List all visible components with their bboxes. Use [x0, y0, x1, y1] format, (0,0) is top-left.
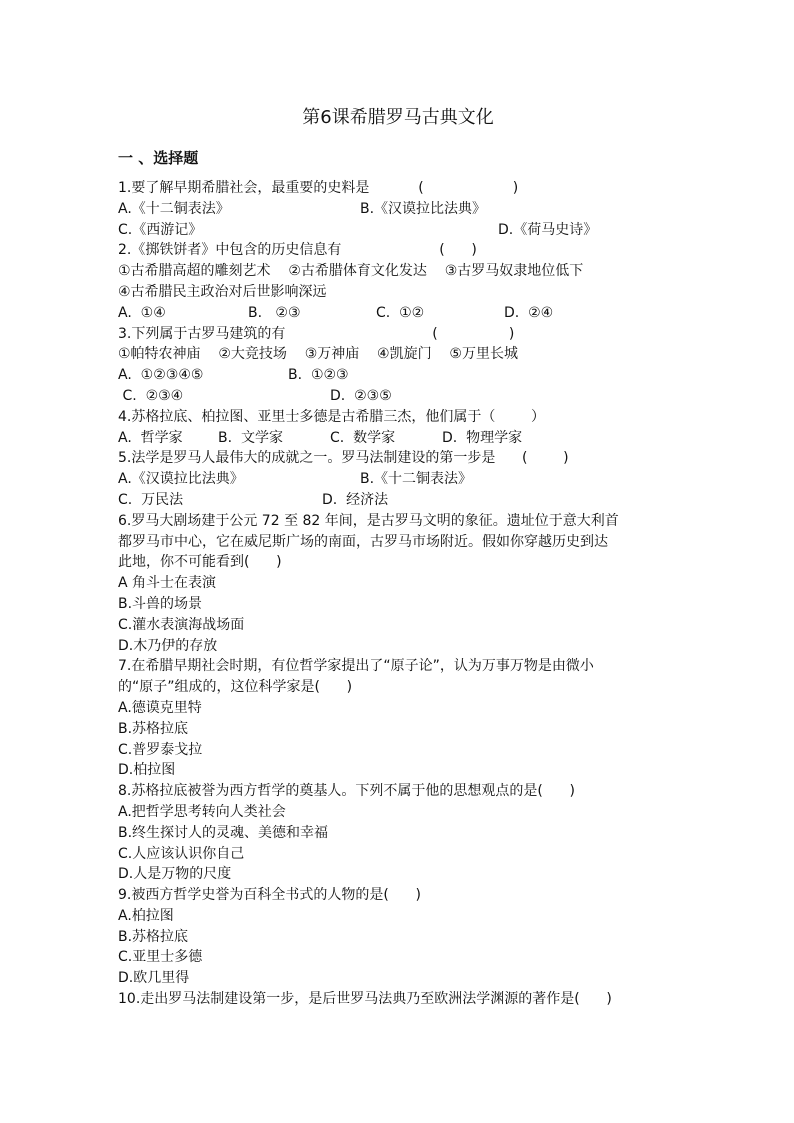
question-4-stem: 4.苏格拉底、柏拉图、亚里士多德是古希腊三杰，他们属于（ ）: [118, 408, 545, 425]
question-3-option-a: A. ①②③④⑤: [118, 367, 204, 384]
question-5-option-b: B.《十二铜表法》: [360, 471, 473, 488]
question-9-option-b: B.苏格拉底: [118, 928, 189, 945]
question-1-options-row-2: [118, 220, 698, 241]
question-8-option-d: D.人是万物的尺度: [118, 866, 232, 883]
question-4-option-d: D. 物理学家: [442, 429, 523, 446]
question-6-option-c: C.灌水表演海战场面: [118, 616, 245, 633]
question-6-stem-3: 此地，你不可能看到( ): [118, 554, 282, 571]
question-3-option-b: B. ①②③: [288, 367, 349, 384]
question-5-options-row-2: [118, 490, 698, 511]
question-7-option-b: B.苏格拉底: [118, 720, 189, 737]
question-5-options-row-1: [118, 469, 698, 490]
question-1-options-row-1: [118, 199, 698, 220]
question-6-stem-2: 都罗马市中心，它在威尼斯广场的南面，古罗马市场附近。假如你穿越历史到达: [118, 533, 608, 550]
page-title: 第6课希腊罗马古典文化: [302, 107, 494, 128]
question-8-option-a: A.把哲学思考转向人类社会: [118, 803, 286, 820]
question-2-option-d: D. ②④: [504, 304, 554, 321]
question-4-options: [118, 428, 698, 449]
question-5-option-a: A.《汉谟拉比法典》: [118, 471, 244, 488]
question-9-option-a: A.柏拉图: [118, 907, 174, 924]
question-3-stem: 3.下列属于古罗马建筑的有 ( ): [118, 325, 515, 342]
question-2-statements-1: ①古希腊高超的雕刻艺术 ②古希腊体育文化发达 ③古罗马奴隶地位低下: [118, 263, 584, 280]
question-5-option-d: D. 经济法: [322, 491, 389, 508]
question-1-option-d: D.《荷马史诗》: [498, 221, 598, 238]
question-4-option-c: C. 数学家: [330, 429, 396, 446]
question-2-options: [118, 303, 698, 324]
question-6-stem-1: 6.罗马大剧场建于公元 72 至 82 年间，是古罗马文明的象征。遗址位于意大利首: [118, 512, 619, 529]
question-9-option-c: C.亚里士多德: [118, 949, 203, 966]
section-heading: 一 、选择题: [118, 149, 199, 167]
question-8-option-b: B.终生探讨人的灵魂、美德和幸福: [118, 824, 329, 841]
question-2-option-c: C. ①②: [376, 304, 425, 321]
question-3-option-c: C. ②③④: [118, 387, 184, 404]
question-7-option-a: A.德谟克里特: [118, 699, 202, 716]
question-1-option-b: B.《汉谟拉比法典》: [360, 200, 487, 217]
question-3-options-row-2: [118, 386, 698, 407]
question-9-stem: 9.被西方哲学史誉为百科全书式的人物的是( ): [118, 887, 421, 904]
question-1-option-c: C.《西游记》: [118, 221, 203, 238]
question-2-option-a: A. ①④: [118, 304, 166, 321]
question-6-option-a: A 角斗士在表演: [118, 575, 217, 592]
question-3-option-d: D. ②③⑤: [330, 387, 392, 404]
question-4-option-b: B. 文学家: [218, 429, 283, 446]
question-8-stem: 8.苏格拉底被誉为西方哲学的奠基人。下列不属于他的思想观点的是( ): [118, 783, 575, 800]
question-1-stem: 1.要了解早期希腊社会，最重要的史料是 ( ): [118, 180, 519, 196]
question-2-option-b: B. ②③: [248, 304, 301, 321]
question-list: [118, 178, 698, 1010]
question-3-options-row-1: [118, 365, 698, 386]
question-3-statements: ①帕特农神庙 ②大竞技场 ③万神庙 ④凯旋门 ⑤万里长城: [118, 346, 518, 363]
question-7-option-c: C.普罗泰戈拉: [118, 741, 203, 758]
question-5-option-c: C. 万民法: [118, 491, 184, 508]
question-9-option-d: D.欧几里得: [118, 970, 190, 987]
question-6-option-d: D.木乃伊的存放: [118, 637, 218, 654]
question-5-stem: 5.法学是罗马人最伟大的成就之一。罗马法制建设的第一步是 ( ): [118, 450, 569, 467]
question-7-option-d: D.柏拉图: [118, 762, 176, 779]
question-2-stem: 2.《掷铁饼者》中包含的历史信息有 ( ): [118, 242, 477, 259]
question-10-stem: 10.走出罗马法制建设第一步，是后世罗马法典乃至欧洲法学渊源的著作是( ): [118, 991, 612, 1008]
question-8-option-c: C.人应该认识你自己: [118, 845, 245, 862]
question-2-statements-2: ④古希腊民主政治对后世影响深远: [118, 283, 327, 300]
question-7-stem-2: 的“原子”组成的，这位科学家是( ): [118, 679, 353, 696]
question-7-stem-1: 7.在希腊早期社会时期，有位哲学家提出了“原子论”，认为万事万物是由微小: [118, 658, 594, 675]
question-1-option-a: A.《十二铜表法》: [118, 200, 230, 217]
question-6-option-b: B.斗兽的场景: [118, 595, 203, 612]
question-4-option-a: A. 哲学家: [118, 429, 183, 446]
